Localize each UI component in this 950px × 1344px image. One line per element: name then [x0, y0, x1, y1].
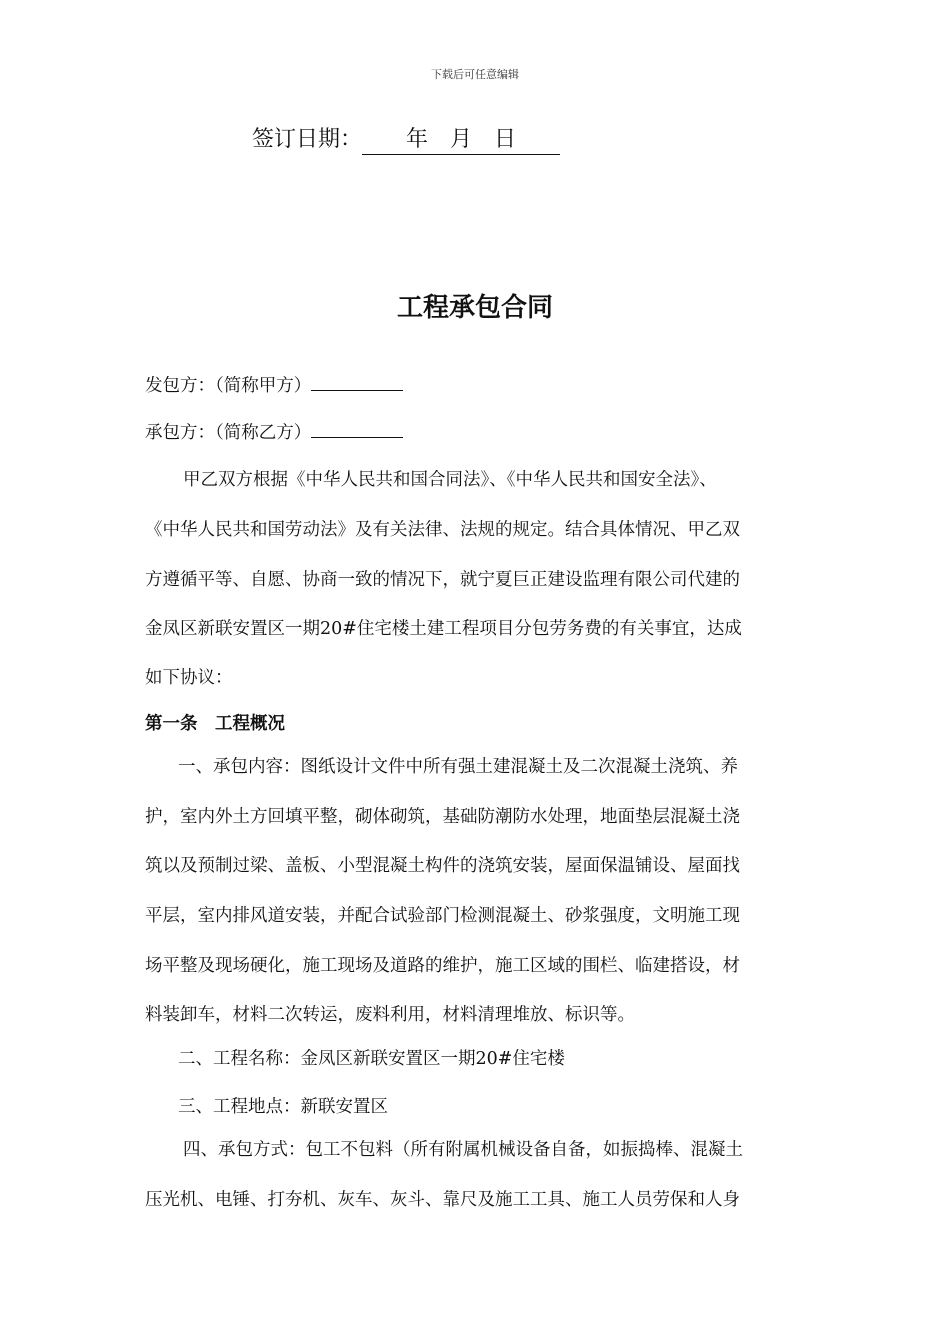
- intro-line: 《中华人民共和国劳动法》及有关法律、法规的规定。结合具体情况、甲乙双: [145, 520, 740, 540]
- scope-line: 一、承包内容：图纸设计文件中所有强土建混凝土及二次混凝土浇筑、养: [178, 757, 738, 777]
- scope-line: 筑以及预制过梁、盖板、小型混凝土构件的浇筑安装，屋面保温铺设、屋面找: [145, 856, 740, 876]
- contractor-label: 承包方：（简称乙方）: [145, 423, 312, 443]
- contractor-blank: [311, 420, 403, 438]
- intro-line: 如下协议：: [145, 668, 233, 688]
- scope-line: 平层，室内排风道安装，并配合试验部门检测混凝土、砂浆强度，文明施工现: [145, 906, 740, 926]
- intro-line: 金凤区新联安置区一期20#住宅楼土建工程项目分包劳务费的有关事宜，达成: [145, 619, 742, 639]
- scope-line: 护，室内外土方回填平整，砌体砌筑，基础防潮防水处理，地面垫层混凝土浇: [145, 807, 740, 827]
- project-location-line: 三、工程地点：新联安置区: [178, 1097, 388, 1117]
- project-name-line: 二、工程名称：金凤区新联安置区一期20#住宅楼: [178, 1049, 565, 1069]
- employer-line: [145, 372, 805, 397]
- document-title: 工程承包合同: [396, 293, 553, 323]
- sign-date: [252, 122, 560, 155]
- scope-line: 料装卸车，材料二次转运，废料利用，材料清理堆放、标识等。: [145, 1005, 635, 1025]
- intro-line: 方遵循平等、自愿、协商一致的情况下，就宁夏巨正建设监理有限公司代建的: [145, 570, 740, 590]
- sign-date-blank: 年 月 日: [362, 126, 560, 155]
- sign-date-label: 签订日期：: [252, 127, 363, 152]
- header-note: 下载后可任意编辑: [431, 68, 519, 81]
- contractor-line: [145, 419, 805, 444]
- employer-blank: [311, 373, 403, 391]
- scope-line: 场平整及现场硬化，施工现场及道路的维护，施工区域的围栏、临建搭设，材: [145, 956, 740, 976]
- contract-mode-line: 压光机、电锤、打夯机、灰车、灰斗、靠尺及施工工具、施工人员劳保和人身: [145, 1190, 740, 1210]
- intro-line: 甲乙双方根据《中华人民共和国合同法》、《中华人民共和国安全法》、: [183, 470, 717, 490]
- article-heading: 第一条 工程概况: [145, 714, 285, 734]
- employer-label: 发包方：（简称甲方）: [145, 376, 312, 396]
- contract-mode-line: 四、承包方式：包工不包料（所有附属机械设备自备，如振捣棒、混凝土: [183, 1140, 743, 1160]
